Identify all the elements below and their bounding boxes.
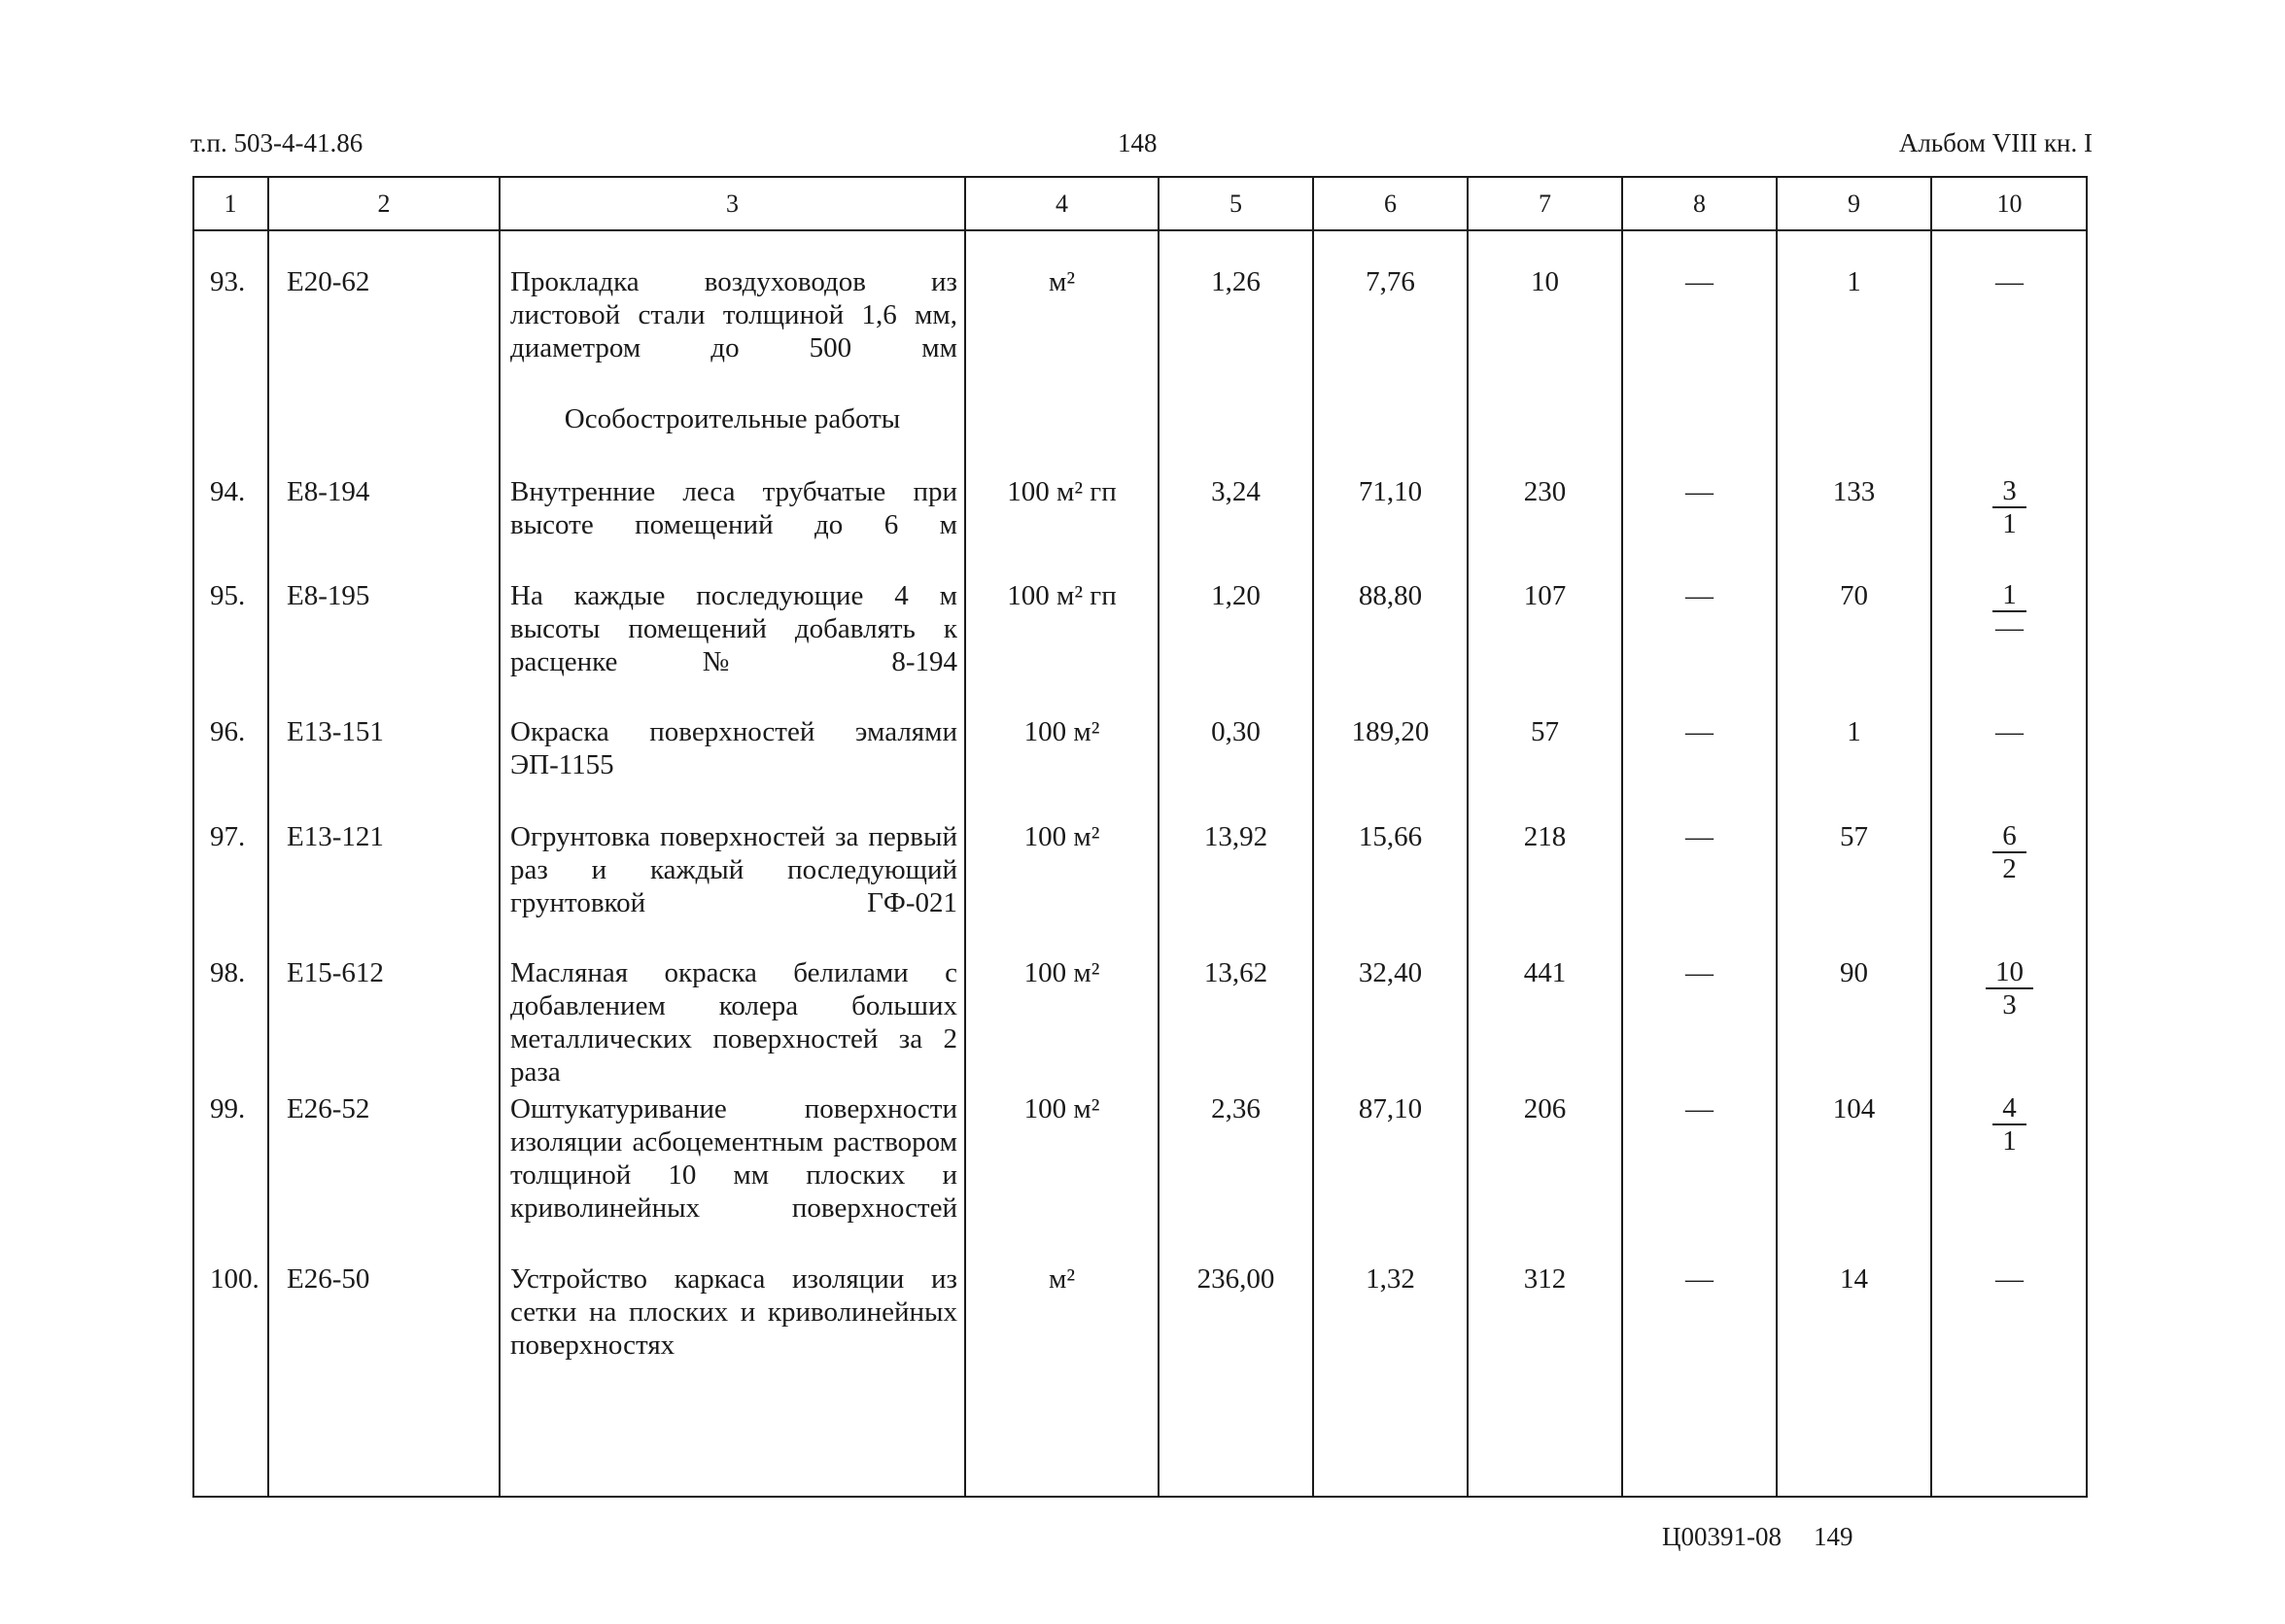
rate-code: Е8-194	[287, 476, 370, 507]
col5-value: 1,26	[1211, 266, 1261, 297]
col6-value: 7,76	[1366, 266, 1415, 297]
col6-value: 15,66	[1358, 821, 1423, 852]
col5-value: 0,30	[1211, 716, 1261, 747]
col7-value: 206	[1523, 1093, 1567, 1124]
fraction-numerator: 4	[1992, 1092, 2026, 1125]
row-number: 94.	[210, 476, 246, 507]
col9-value: 14	[1840, 1263, 1868, 1295]
col9-value: 104	[1832, 1093, 1876, 1124]
col5-value: 2,36	[1211, 1093, 1261, 1124]
estimate-table	[192, 176, 2088, 1498]
col-header-4: 4	[1056, 190, 1068, 218]
col10-value	[1931, 820, 2088, 885]
col9-value: 1	[1847, 716, 1861, 747]
col6-value: 87,10	[1358, 1093, 1423, 1124]
col9-value: 133	[1832, 476, 1876, 507]
col10-value	[1931, 956, 2088, 1021]
col10-value	[1931, 1092, 2088, 1158]
work-description: На каждые последующие 4 м высоты помещений добавлять к расценке № 8-194	[510, 580, 957, 677]
footer-code: Ц00391-08	[1662, 1522, 1782, 1551]
col-header-2: 2	[377, 190, 391, 218]
rate-code: Е15-612	[287, 957, 384, 988]
col8-value: —	[1685, 716, 1714, 747]
work-description: Прокладка воздуховодов из листовой стали толщиной 1,6 мм, диаметром до 500 мм	[510, 266, 957, 363]
fraction-numerator: 6	[1992, 820, 2026, 853]
row-number: 96.	[210, 716, 246, 747]
col6-value: 88,80	[1358, 580, 1423, 611]
row-number: 99.	[210, 1093, 246, 1124]
col8-value: —	[1685, 476, 1714, 507]
col10-value: —	[1995, 266, 2024, 297]
col-header-3: 3	[726, 190, 739, 218]
unit: 100 м²	[1023, 1093, 1100, 1124]
col9-value: 57	[1840, 821, 1868, 852]
col9-value: 1	[1847, 266, 1861, 297]
work-description: Устройство каркаса изоляции из сетки на плоских и криволинейных поверхностях	[510, 1263, 957, 1361]
col5-value: 236,00	[1196, 1263, 1275, 1295]
col7-value: 441	[1523, 957, 1567, 988]
fraction-denominator: 2	[2002, 853, 2017, 884]
col7-value: 107	[1523, 580, 1567, 611]
col8-value: —	[1685, 266, 1714, 297]
rate-code: Е13-151	[287, 716, 384, 747]
col10-value: —	[1995, 716, 2024, 747]
footer-page: 149	[1814, 1522, 1853, 1551]
fraction-numerator: 3	[1992, 475, 2026, 508]
row-number: 93.	[210, 266, 246, 297]
row-number: 95.	[210, 580, 246, 611]
work-description: Оштукатуривание поверхности изоляции асбоцементным раствором толщиной 10 мм плоских и криволинейных поверхностей	[510, 1093, 957, 1224]
section-title: Особостроительные работы	[564, 403, 901, 434]
rate-code: Е20-62	[287, 266, 370, 297]
col-header-10: 10	[1996, 190, 2023, 218]
rate-code: Е13-121	[287, 821, 384, 852]
col7-value: 10	[1531, 266, 1559, 297]
col6-value: 189,20	[1351, 716, 1430, 747]
unit: м²	[1048, 266, 1076, 297]
page-number: 148	[1118, 128, 1158, 157]
col7-value: 230	[1523, 476, 1567, 507]
col8-value: —	[1685, 1263, 1714, 1295]
col5-value: 3,24	[1211, 476, 1261, 507]
unit: 100 м²	[1023, 821, 1100, 852]
row-number: 100.	[210, 1263, 260, 1295]
fraction	[1992, 579, 2026, 643]
col-header-9: 9	[1848, 190, 1860, 218]
col8-value: —	[1685, 1093, 1714, 1124]
work-description: Окраска поверхностей эмалями ЭП-1155	[510, 716, 957, 780]
rate-code: Е8-195	[287, 580, 370, 611]
fraction	[1992, 1092, 2026, 1157]
unit: 100 м² гп	[1007, 476, 1117, 507]
rate-code: Е26-52	[287, 1093, 370, 1124]
row-number: 98.	[210, 957, 246, 988]
col-header-7: 7	[1539, 190, 1551, 218]
row-number: 97.	[210, 821, 246, 852]
col8-value: —	[1685, 821, 1714, 852]
col6-value: 71,10	[1358, 476, 1423, 507]
header-right: Альбом VIII кн. I	[1898, 128, 2093, 157]
fraction-numerator: 1	[1992, 579, 2026, 612]
col-header-6: 6	[1384, 190, 1397, 218]
col-header-8: 8	[1693, 190, 1706, 218]
fraction-denominator: —	[1995, 612, 2024, 643]
col9-value: 90	[1840, 957, 1868, 988]
unit: 100 м²	[1023, 957, 1100, 988]
rate-code: Е26-50	[287, 1263, 370, 1295]
col6-value: 32,40	[1358, 957, 1423, 988]
work-description: Огрунтовка поверхностей за первый раз и каждый последующий грунтовкой ГФ-021	[510, 821, 957, 918]
col6-value: 1,32	[1366, 1263, 1415, 1295]
work-description: Масляная окраска белилами с добавлением колера больших металлических поверхностей за 2 раза	[510, 957, 957, 1088]
col-header-5: 5	[1229, 190, 1242, 218]
fraction	[1992, 820, 2026, 884]
col7-value: 218	[1523, 821, 1567, 852]
col5-value: 13,62	[1203, 957, 1268, 988]
unit: 100 м² гп	[1007, 580, 1117, 611]
col5-value: 13,92	[1203, 821, 1268, 852]
col10-value	[1931, 475, 2088, 540]
col8-value: —	[1685, 957, 1714, 988]
col10-value: —	[1995, 1263, 2024, 1295]
col7-value: 57	[1531, 716, 1559, 747]
fraction-denominator: 1	[2002, 508, 2017, 539]
fraction-numerator: 10	[1986, 956, 2033, 989]
col-header-1: 1	[224, 190, 237, 218]
work-description: Внутренние леса трубчатые при высоте помещений до 6 м	[510, 476, 957, 540]
col7-value: 312	[1523, 1263, 1567, 1295]
unit: 100 м²	[1023, 716, 1100, 747]
fraction	[1992, 475, 2026, 539]
col10-value	[1931, 579, 2088, 644]
col5-value: 1,20	[1211, 580, 1261, 611]
fraction	[1986, 956, 2033, 1020]
fraction-denominator: 1	[2002, 1125, 2017, 1157]
col9-value: 70	[1840, 580, 1868, 611]
unit: м²	[1048, 1263, 1076, 1295]
col8-value: —	[1685, 580, 1714, 611]
fraction-denominator: 3	[2002, 989, 2017, 1020]
header-left: т.п. 503-4-41.86	[190, 128, 364, 157]
